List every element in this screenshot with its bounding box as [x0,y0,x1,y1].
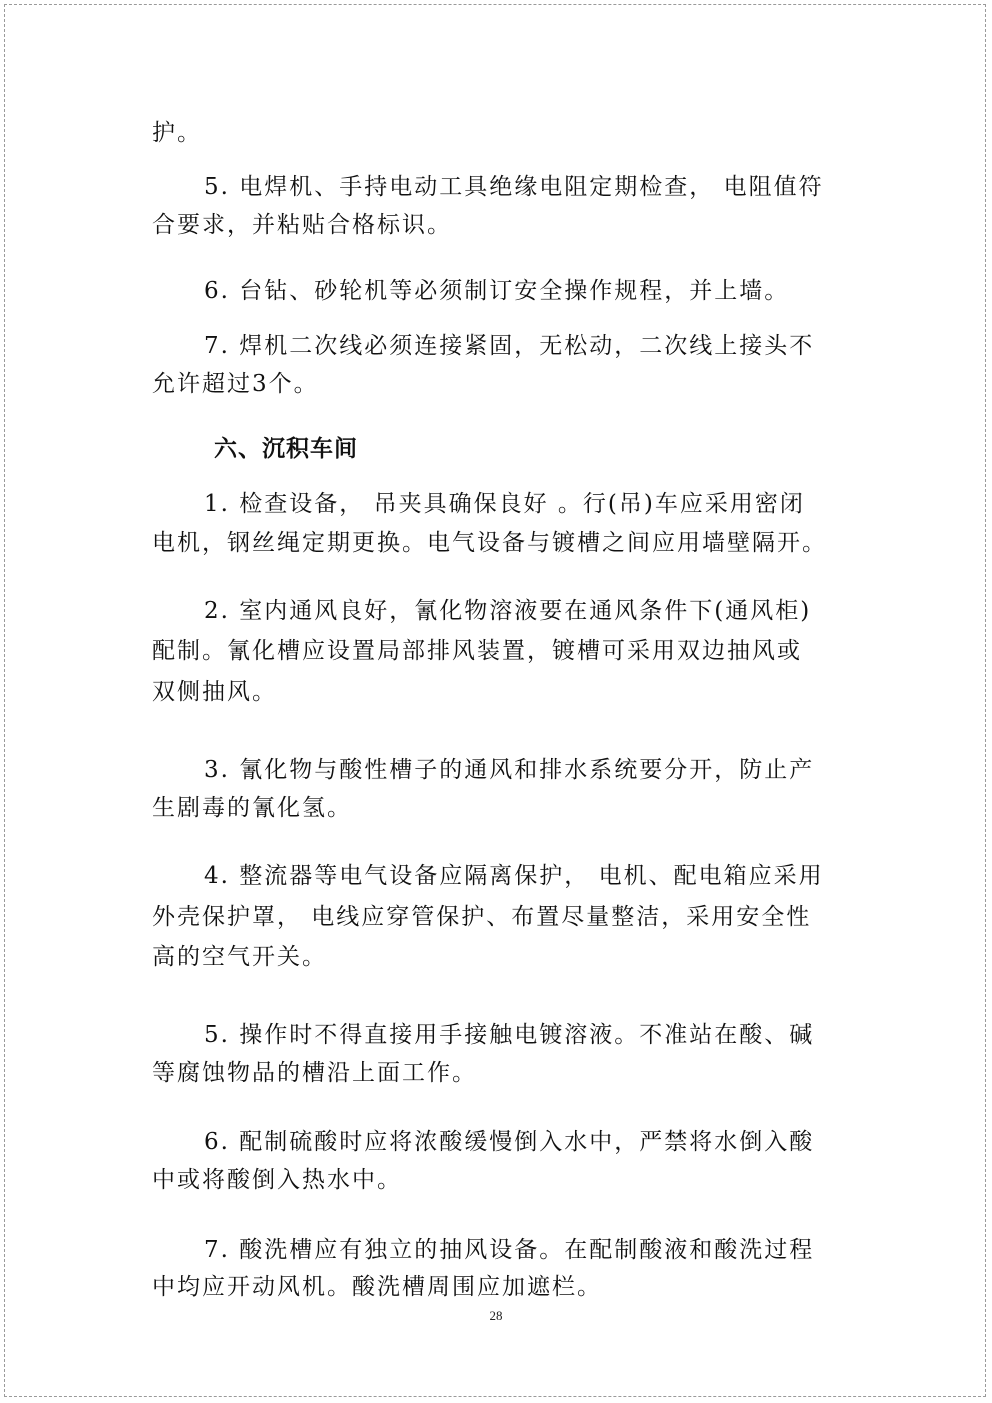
text-line: 6. 台钻、砂轮机等必须制订安全操作规程，并上墙。 [204,278,790,304]
text-line: 高的空气开关。 [152,944,327,970]
text-line: 护。 [152,120,202,146]
text-line: 外壳保护罩， 电线应穿管保护、布置尽量整洁，采用安全性 [152,904,812,930]
text-line: 6. 配制硫酸时应将浓酸缓慢倒入水中，严禁将水倒入酸 [204,1129,815,1155]
text-line: 4. 整流器等电气设备应隔离保护， 电机、配电箱应采用 [204,863,824,889]
text-line: 3. 氰化物与酸性槽子的通风和排水系统要分开，防止产 [204,757,815,783]
text-line: 5. 电焊机、手持电动工具绝缘电阻定期检查， 电阻值符 [204,174,824,200]
section-heading: 六、沉积车间 [214,435,358,462]
text-line: 双侧抽风。 [152,679,277,705]
text-line: 7. 酸洗槽应有独立的抽风设备。在配制酸液和酸洗过程 [204,1237,815,1263]
text-line: 中或将酸倒入热水中。 [152,1167,402,1193]
text-line: 5. 操作时不得直接用手接触电镀溶液。不准站在酸、碱 [204,1022,815,1048]
text-line: 1. 检查设备， 吊夹具确保良好 。行(吊)车应采用密闭 [204,491,805,517]
page-number: 28 [489,1308,503,1323]
text-line: 合要求，并粘贴合格标识。 [152,212,452,238]
text-line: 2. 室内通风良好，氰化物溶液要在通风条件下(通风柜) [204,598,812,624]
text-line: 生剧毒的氰化氢。 [152,795,352,821]
text-line: 允许超过3个。 [152,371,319,397]
text-line: 电机，钢丝绳定期更换。电气设备与镀槽之间应用墙壁隔开。 [152,530,827,556]
text-line: 中均应开动风机。酸洗槽周围应加遮栏。 [152,1274,602,1300]
text-line: 等腐蚀物品的槽沿上面工作。 [152,1060,477,1086]
text-line: 7. 焊机二次线必须连接紧固，无松动，二次线上接头不 [204,333,815,359]
text-line: 配制。氰化槽应设置局部排风装置，镀槽可采用双边抽风或 [152,638,802,664]
